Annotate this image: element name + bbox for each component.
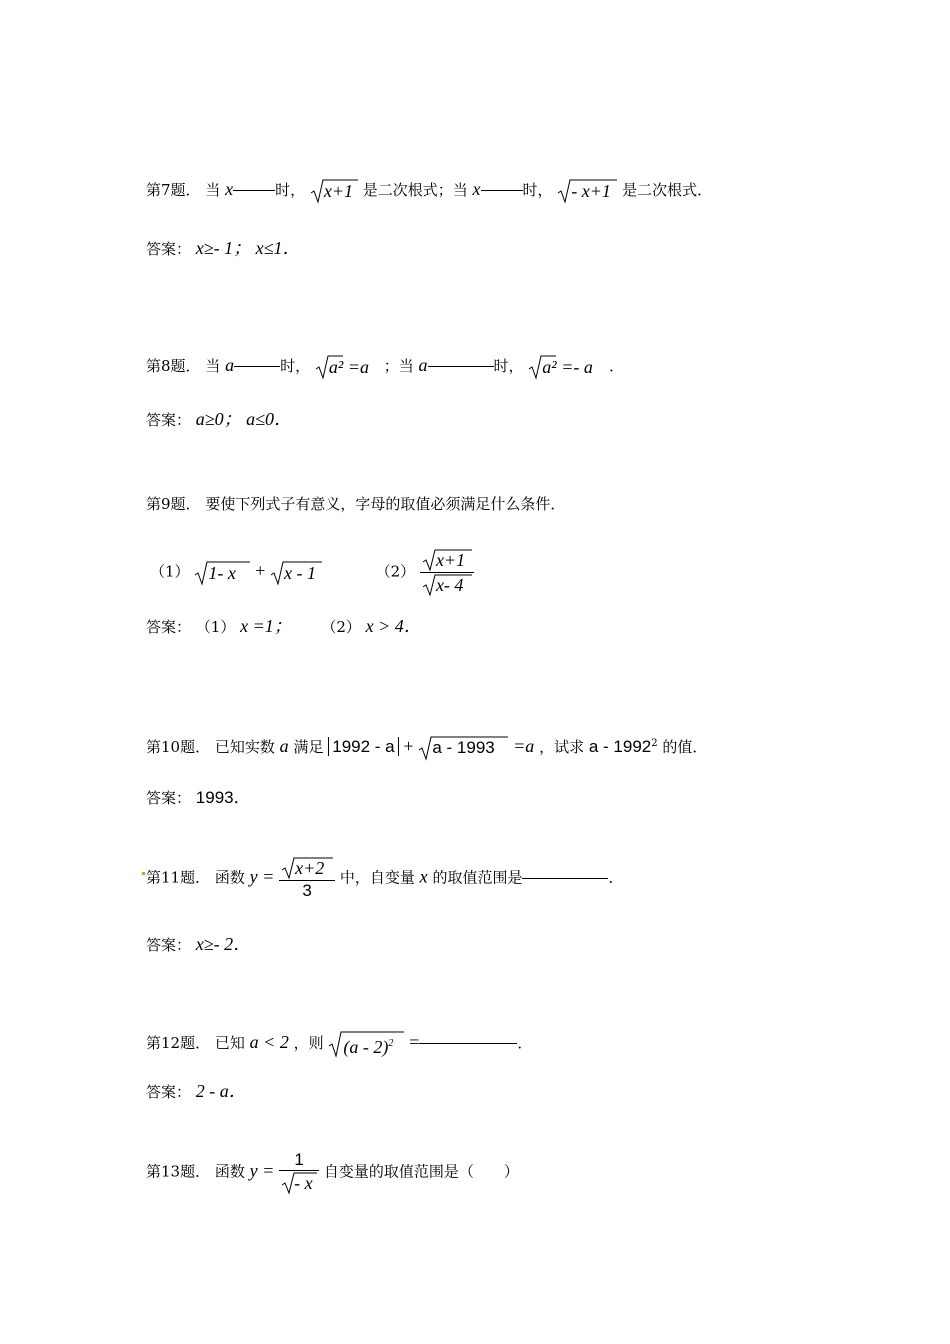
radicand: 1- x [208,562,236,583]
denominator: 3 [302,881,312,900]
radicand: a² =- a [542,357,593,377]
question-text: ． [517,1034,533,1052]
sqrt-expression [270,560,322,586]
blank [234,365,280,367]
answer-label: 答案： [146,618,192,636]
numerator [420,548,474,572]
answer-9 [146,616,422,637]
answer-label: 答案： [146,411,192,429]
question-12 [146,1030,532,1058]
question-label: 第12题． [146,1034,211,1052]
equation-rhs: =a [513,736,535,756]
part-label: （2） [375,562,416,581]
equals: = [409,1032,420,1052]
operator: + [255,560,266,581]
variable: a [279,736,289,756]
denominator [279,1171,319,1195]
answer-text: x≥- 2． [195,934,252,954]
question-8 [146,354,624,380]
question-text: ，则 [293,1034,324,1052]
answer-text: x≥- 1； x≤1． [195,238,301,258]
radicand: (a - 2)$^2$ [343,1037,394,1057]
radicand: x - 1 [284,562,317,583]
answer-10 [146,788,251,808]
question-text: 当 [205,357,221,375]
question-text: ． [608,868,624,887]
fraction [420,548,474,597]
question-label: 第13题． [146,1162,211,1181]
sqrt-expression [557,178,617,204]
question-text: ． [609,357,625,375]
blank [428,365,494,367]
question-11 [146,856,623,901]
question-label: 第7题． [146,181,201,199]
question-9-parts [150,548,474,597]
radicand: x+2 [295,858,325,878]
answer-7 [146,238,301,259]
question-text: 函数 [214,868,245,887]
expression: a - 1992 [588,737,652,756]
variable: x [225,179,234,199]
fraction [279,1150,319,1195]
radicand: - x [294,1173,313,1193]
radicand: x+1 [323,181,354,201]
sqrt-expression [418,735,508,761]
radicand: x- 4 [435,575,464,595]
sqrt-expression [194,560,250,586]
blank [419,1042,517,1044]
answer-text: x =1； [240,616,292,636]
question-text: 当 [205,181,221,199]
question-text: ，试求 [539,738,585,756]
question-text: 时， [280,357,311,375]
question-text: 已知实数 [214,738,275,756]
absolute-value: 1992 - a [328,737,398,756]
answer-text: 2 - a． [195,1081,247,1101]
question-text: 时， [522,181,553,199]
question-text: 时， [275,181,306,199]
numerator [279,856,335,880]
question-text: ；当 [383,357,414,375]
question-text: 中，自变量 [339,868,415,887]
answer-text: x > 4． [365,616,422,636]
answer-label: 答案： [146,1083,192,1101]
question-text: 时， [493,357,524,375]
question-text: 自变量的取值范围是（ ） [323,1162,519,1181]
answer-label: 答案： [146,789,192,807]
question-text: 已知 [214,1034,245,1052]
part-label: （1） [195,618,236,636]
condition: a < 2 [249,1032,289,1052]
sqrt-expression [328,1030,404,1058]
radicand: a² =a [328,357,369,377]
answer-8 [146,409,292,430]
blank [481,189,523,191]
question-text: 是二次根式． [622,181,713,199]
question-9 [146,494,565,514]
question-label: 第8题． [146,357,201,375]
blank [233,189,275,191]
part-label: （2） [321,618,361,636]
question-text: 是二次根式；当 [362,181,468,199]
part-label: （1） [150,562,190,581]
answer-11 [146,934,251,955]
question-text: 的取值范围是 [432,868,523,887]
question-10 [146,734,707,761]
exponent: 2 [388,1038,394,1049]
radicand: x+1 [435,550,466,570]
blank [522,877,608,879]
question-label: 第10题． [146,738,211,756]
radicand: - x+1 [571,181,611,201]
numerator: 1 [294,1150,304,1169]
function-name: y = [249,1160,275,1181]
answer-text: 1993． [195,788,251,807]
question-13 [146,1150,519,1195]
question-label: 第9题． [146,495,201,513]
question-text: 函数 [214,1162,245,1181]
question-text: 满足 [293,738,324,756]
fraction [279,856,335,901]
variable: x [419,866,428,887]
stray-mark [142,872,145,875]
denominator [420,573,474,597]
answer-12 [146,1081,247,1102]
question-7 [146,178,712,204]
operator: + [403,736,414,756]
question-text: 的值． [662,738,708,756]
sqrt-expression [528,354,604,380]
function-name: y = [249,866,275,887]
variable: x [472,179,481,199]
answer-text: a≥0； a≤0． [195,409,293,429]
variable: a [225,355,235,375]
answer-label: 答案： [146,240,192,258]
radicand: a - 1993 [432,738,495,757]
sqrt-expression [310,178,358,204]
sqrt-expression [315,354,379,380]
variable: a [418,355,428,375]
answer-label: 答案： [146,936,192,954]
question-text: 要使下列式子有意义，字母的取值必须满足什么条件． [205,495,566,513]
question-label: 第11题． [146,868,211,887]
exponent: 2 [651,738,658,749]
